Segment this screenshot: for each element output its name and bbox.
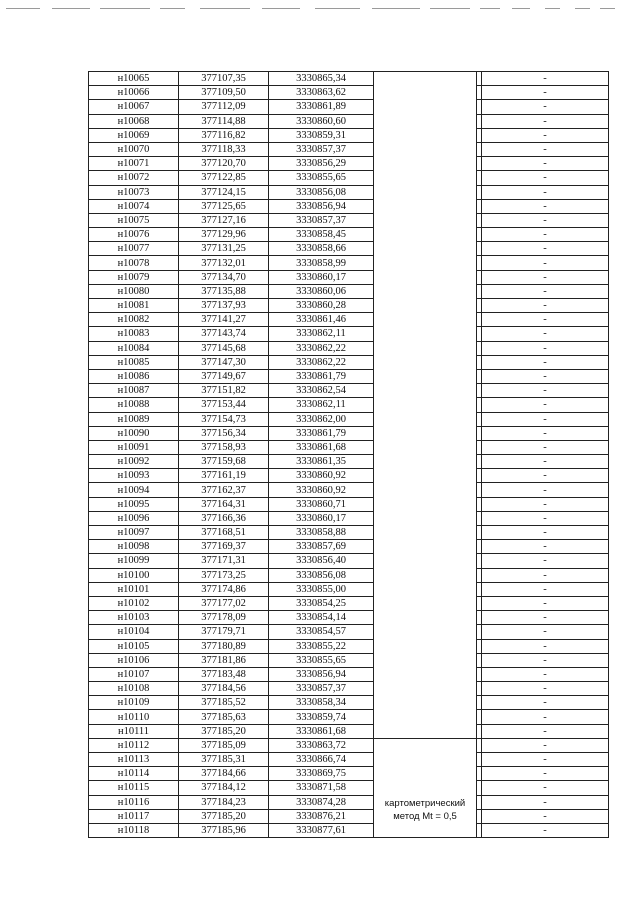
coord-x-cell: 377174,86 [179,582,269,596]
coord-x-cell: 377178,09 [179,611,269,625]
coord-x-cell: 377137,93 [179,299,269,313]
table-row [89,128,609,142]
coord-x-cell: 377135,88 [179,284,269,298]
coord-y-cell: 3330876,21 [269,809,374,823]
table-row [89,781,609,795]
table-row [89,511,609,525]
point-name-cell: н10077 [89,242,179,256]
coord-x-cell: 377179,71 [179,625,269,639]
coord-y-cell: 3330861,79 [269,426,374,440]
table-row [89,724,609,738]
table-row [89,483,609,497]
error-cell: - [482,667,609,681]
point-name-cell: н10097 [89,526,179,540]
coord-y-cell: 3330860,17 [269,511,374,525]
coord-x-cell: 377107,35 [179,72,269,86]
table-row [89,795,609,809]
point-name-cell: н10103 [89,611,179,625]
coord-y-cell: 3330862,11 [269,398,374,412]
error-cell: - [482,213,609,227]
table-row [89,341,609,355]
point-name-cell: н10083 [89,327,179,341]
coord-x-cell: 377185,63 [179,710,269,724]
coord-y-cell: 3330861,68 [269,440,374,454]
point-name-cell: н10102 [89,596,179,610]
coord-x-cell: 377151,82 [179,384,269,398]
point-name-cell: н10104 [89,625,179,639]
method-cell-empty [374,72,477,739]
error-cell: - [482,157,609,171]
coord-y-cell: 3330860,71 [269,497,374,511]
point-name-cell: н10098 [89,540,179,554]
point-name-cell: н10108 [89,682,179,696]
point-name-cell: н10070 [89,142,179,156]
table-row [89,653,609,667]
table-row [89,256,609,270]
coord-y-cell: 3330856,40 [269,554,374,568]
table-row [89,270,609,284]
point-name-cell: н10068 [89,114,179,128]
error-cell: - [482,483,609,497]
coord-x-cell: 377125,65 [179,199,269,213]
coord-y-cell: 3330855,65 [269,653,374,667]
coord-y-cell: 3330860,60 [269,114,374,128]
coord-x-cell: 377145,68 [179,341,269,355]
coord-x-cell: 377131,25 [179,242,269,256]
point-name-cell: н10118 [89,823,179,837]
coord-x-cell: 377184,12 [179,781,269,795]
coord-y-cell: 3330861,79 [269,369,374,383]
error-cell: - [482,100,609,114]
table-row [89,199,609,213]
table-row [89,157,609,171]
point-name-cell: н10090 [89,426,179,440]
coord-y-cell: 3330857,69 [269,540,374,554]
error-cell: - [482,142,609,156]
coord-x-cell: 377129,96 [179,228,269,242]
error-cell: - [482,582,609,596]
coord-y-cell: 3330859,74 [269,710,374,724]
coord-x-cell: 377180,89 [179,639,269,653]
error-cell: - [482,228,609,242]
error-cell: - [482,185,609,199]
table-row [89,426,609,440]
coord-y-cell: 3330862,00 [269,412,374,426]
coord-y-cell: 3330861,68 [269,724,374,738]
error-cell: - [482,86,609,100]
coord-y-cell: 3330861,46 [269,313,374,327]
table-row [89,355,609,369]
point-name-cell: н10081 [89,299,179,313]
coord-x-cell: 377116,82 [179,128,269,142]
table-row [89,568,609,582]
error-cell: - [482,327,609,341]
error-cell: - [482,682,609,696]
point-name-cell: н10093 [89,469,179,483]
coord-x-cell: 377183,48 [179,667,269,681]
point-name-cell: н10111 [89,724,179,738]
error-cell: - [482,639,609,653]
coord-y-cell: 3330854,57 [269,625,374,639]
coord-x-cell: 377184,23 [179,795,269,809]
point-name-cell: н10096 [89,511,179,525]
coord-x-cell: 377185,96 [179,823,269,837]
table-row [89,469,609,483]
coord-x-cell: 377166,36 [179,511,269,525]
coord-y-cell: 3330854,25 [269,596,374,610]
coord-x-cell: 377164,31 [179,497,269,511]
point-name-cell: н10099 [89,554,179,568]
table-row [89,596,609,610]
error-cell: - [482,781,609,795]
coord-x-cell: 377143,74 [179,327,269,341]
coord-x-cell: 377120,70 [179,157,269,171]
coord-y-cell: 3330859,31 [269,128,374,142]
coord-x-cell: 377171,31 [179,554,269,568]
point-name-cell: н10067 [89,100,179,114]
error-cell: - [482,128,609,142]
point-name-cell: н10069 [89,128,179,142]
point-name-cell: н10107 [89,667,179,681]
coord-y-cell: 3330860,92 [269,483,374,497]
table-row [89,313,609,327]
point-name-cell: н10101 [89,582,179,596]
table-row [89,440,609,454]
table-row [89,242,609,256]
coord-y-cell: 3330856,94 [269,667,374,681]
table-row [89,682,609,696]
coord-y-cell: 3330860,92 [269,469,374,483]
coord-x-cell: 377185,09 [179,738,269,752]
point-name-cell: н10073 [89,185,179,199]
point-name-cell: н10095 [89,497,179,511]
coord-x-cell: 377173,25 [179,568,269,582]
coord-x-cell: 377185,20 [179,809,269,823]
coord-x-cell: 377169,37 [179,540,269,554]
point-name-cell: н10112 [89,738,179,752]
error-cell: - [482,341,609,355]
error-cell: - [482,753,609,767]
error-cell: - [482,171,609,185]
error-cell: - [482,412,609,426]
error-cell: - [482,440,609,454]
table-row [89,582,609,596]
error-cell: - [482,554,609,568]
coord-x-cell: 377149,67 [179,369,269,383]
table-row [89,327,609,341]
point-name-cell: н10092 [89,455,179,469]
coord-y-cell: 3330862,54 [269,384,374,398]
coord-x-cell: 377147,30 [179,355,269,369]
point-name-cell: н10113 [89,753,179,767]
point-name-cell: н10074 [89,199,179,213]
coord-y-cell: 3330855,65 [269,171,374,185]
coord-y-cell: 3330863,62 [269,86,374,100]
error-cell: - [482,398,609,412]
coord-x-cell: 377132,01 [179,256,269,270]
error-cell: - [482,738,609,752]
point-name-cell: н10075 [89,213,179,227]
coord-y-cell: 3330860,06 [269,284,374,298]
coordinates-table [88,71,609,838]
coord-y-cell: 3330866,74 [269,753,374,767]
coord-y-cell: 3330856,29 [269,157,374,171]
coord-y-cell: 3330860,28 [269,299,374,313]
error-cell: - [482,625,609,639]
coord-y-cell: 3330856,94 [269,199,374,213]
error-cell: - [482,511,609,525]
point-name-cell: н10094 [89,483,179,497]
error-cell: - [482,426,609,440]
scan-top-artifact [0,8,640,12]
point-name-cell: н10072 [89,171,179,185]
error-cell: - [482,355,609,369]
coord-y-cell: 3330856,08 [269,185,374,199]
table-row [89,611,609,625]
point-name-cell: н10117 [89,809,179,823]
coord-y-cell: 3330858,88 [269,526,374,540]
table-row [89,114,609,128]
coord-y-cell: 3330862,22 [269,341,374,355]
table-row [89,767,609,781]
coord-x-cell: 377122,85 [179,171,269,185]
point-name-cell: н10066 [89,86,179,100]
coord-x-cell: 377109,50 [179,86,269,100]
coord-x-cell: 377185,31 [179,753,269,767]
coord-x-cell: 377184,66 [179,767,269,781]
table-row [89,142,609,156]
table-row [89,753,609,767]
error-cell: - [482,696,609,710]
coord-x-cell: 377112,09 [179,100,269,114]
coord-y-cell: 3330858,99 [269,256,374,270]
coord-y-cell: 3330857,37 [269,213,374,227]
table-row [89,228,609,242]
error-cell: - [482,72,609,86]
table-row [89,171,609,185]
table-row [89,72,609,86]
table-row [89,526,609,540]
point-name-cell: н10116 [89,795,179,809]
coord-y-cell: 3330861,89 [269,100,374,114]
error-cell: - [482,299,609,313]
coord-x-cell: 377162,37 [179,483,269,497]
coord-y-cell: 3330869,75 [269,767,374,781]
coord-y-cell: 3330871,58 [269,781,374,795]
table-row [89,497,609,511]
point-name-cell: н10088 [89,398,179,412]
error-cell: - [482,568,609,582]
method-cell [374,738,477,837]
coord-x-cell: 377124,15 [179,185,269,199]
point-name-cell: н10076 [89,228,179,242]
table-row [89,540,609,554]
error-cell: - [482,270,609,284]
table-row [89,696,609,710]
coord-x-cell: 377114,88 [179,114,269,128]
table-row [89,455,609,469]
coord-x-cell: 377127,16 [179,213,269,227]
point-name-cell: н10114 [89,767,179,781]
point-name-cell: н10080 [89,284,179,298]
error-cell: - [482,809,609,823]
coord-y-cell: 3330877,61 [269,823,374,837]
coord-x-cell: 377161,19 [179,469,269,483]
table-row [89,809,609,823]
coord-x-cell: 377185,20 [179,724,269,738]
point-name-cell: н10089 [89,412,179,426]
error-cell: - [482,114,609,128]
error-cell: - [482,497,609,511]
error-cell: - [482,469,609,483]
error-cell: - [482,242,609,256]
error-cell: - [482,653,609,667]
error-cell: - [482,611,609,625]
coord-x-cell: 377159,68 [179,455,269,469]
coord-y-cell: 3330857,37 [269,682,374,696]
coord-x-cell: 377153,44 [179,398,269,412]
error-cell: - [482,526,609,540]
error-cell: - [482,795,609,809]
coord-x-cell: 377177,02 [179,596,269,610]
table-row [89,398,609,412]
table-row [89,639,609,653]
point-name-cell: н10071 [89,157,179,171]
error-cell: - [482,767,609,781]
coord-x-cell: 377154,73 [179,412,269,426]
coord-x-cell: 377141,27 [179,313,269,327]
point-name-cell: н10091 [89,440,179,454]
coord-y-cell: 3330857,37 [269,142,374,156]
coord-x-cell: 377168,51 [179,526,269,540]
point-name-cell: н10079 [89,270,179,284]
coord-y-cell: 3330854,14 [269,611,374,625]
table-row [89,823,609,837]
error-cell: - [482,369,609,383]
error-cell: - [482,313,609,327]
coord-x-cell: 377185,52 [179,696,269,710]
point-name-cell: н10078 [89,256,179,270]
point-name-cell: н10109 [89,696,179,710]
table-row [89,213,609,227]
coord-y-cell: 3330863,72 [269,738,374,752]
table-row [89,412,609,426]
method-label: картометрический метод Mt = 0,5 [384,797,466,822]
table-row [89,554,609,568]
table-row [89,738,609,752]
table-row [89,284,609,298]
error-cell: - [482,724,609,738]
table-row [89,100,609,114]
coord-y-cell: 3330874,28 [269,795,374,809]
coord-x-cell: 377184,56 [179,682,269,696]
coord-x-cell: 377158,93 [179,440,269,454]
error-cell: - [482,199,609,213]
coord-y-cell: 3330860,17 [269,270,374,284]
coord-x-cell: 377118,33 [179,142,269,156]
coord-x-cell: 377134,70 [179,270,269,284]
coord-y-cell: 3330858,66 [269,242,374,256]
error-cell: - [482,596,609,610]
coord-y-cell: 3330856,08 [269,568,374,582]
coord-y-cell: 3330858,45 [269,228,374,242]
table-row [89,710,609,724]
point-name-cell: н10105 [89,639,179,653]
coord-y-cell: 3330862,22 [269,355,374,369]
point-name-cell: н10084 [89,341,179,355]
point-name-cell: н10082 [89,313,179,327]
error-cell: - [482,384,609,398]
coord-y-cell: 3330855,22 [269,639,374,653]
point-name-cell: н10085 [89,355,179,369]
table-row [89,185,609,199]
coord-y-cell: 3330862,11 [269,327,374,341]
error-cell: - [482,710,609,724]
table-row [89,384,609,398]
point-name-cell: н10100 [89,568,179,582]
coord-x-cell: 377181,86 [179,653,269,667]
error-cell: - [482,455,609,469]
coord-x-cell: 377156,34 [179,426,269,440]
table-row [89,86,609,100]
error-cell: - [482,284,609,298]
table-row [89,625,609,639]
point-name-cell: н10087 [89,384,179,398]
coord-y-cell: 3330858,34 [269,696,374,710]
point-name-cell: н10086 [89,369,179,383]
table-row [89,369,609,383]
point-name-cell: н10065 [89,72,179,86]
coord-y-cell: 3330861,35 [269,455,374,469]
coord-y-cell: 3330865,34 [269,72,374,86]
table-row [89,299,609,313]
point-name-cell: н10106 [89,653,179,667]
table-row [89,667,609,681]
point-name-cell: н10110 [89,710,179,724]
error-cell: - [482,823,609,837]
error-cell: - [482,256,609,270]
coord-y-cell: 3330855,00 [269,582,374,596]
error-cell: - [482,540,609,554]
coordinates-table-body [89,72,609,838]
point-name-cell: н10115 [89,781,179,795]
